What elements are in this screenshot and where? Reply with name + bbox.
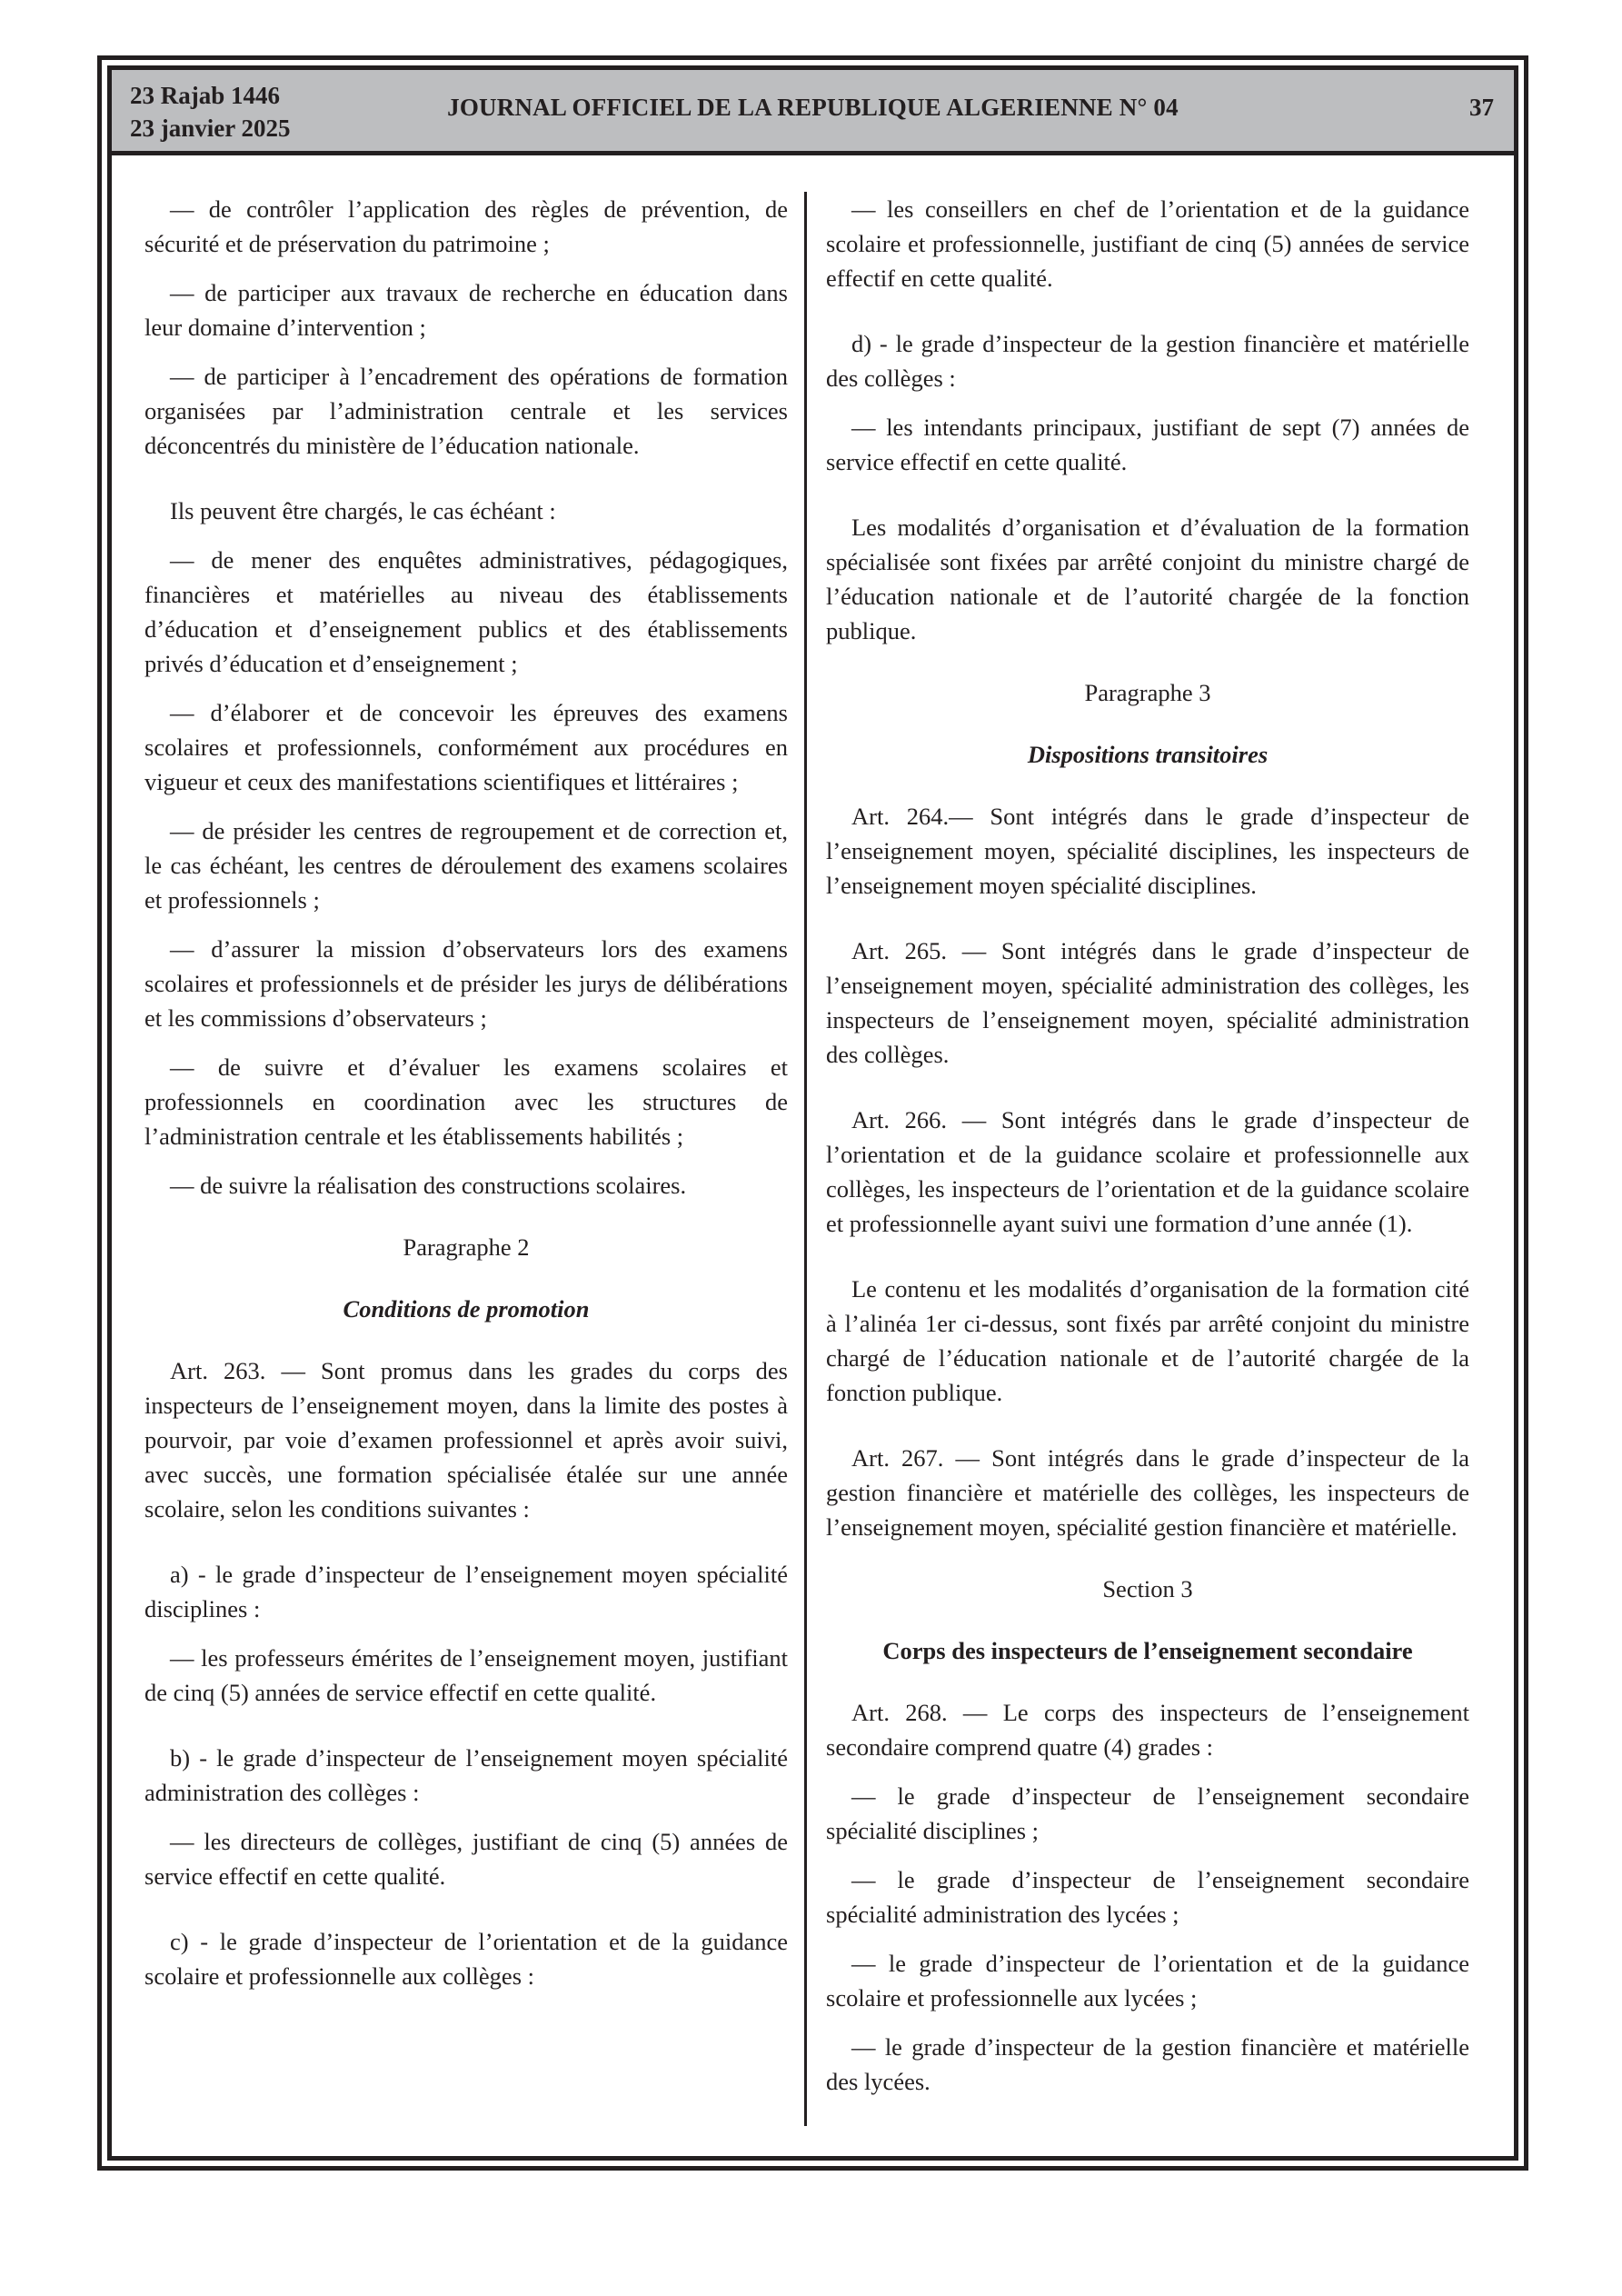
page-inner-border <box>107 65 1518 2161</box>
paragraph: — le grade d’inspecteur de la gestion financière et matérielle des lycées. <box>826 2033 1469 2095</box>
paragraph: — de présider les centres de regroupement et de correction et, le cas échéant, les centres de déroulement des examens scolaires et professionnels ; <box>144 817 788 913</box>
section-subtitle: Corps des inspecteurs de l’enseignement secondaire <box>882 1637 1413 1664</box>
paragraph: — de participer à l’encadrement des opérations de formation organisées par l’administration centrale et les services déconcentrés du ministère de l’éducation nationale. <box>144 363 788 459</box>
paragraph: — les intendants principaux, justifiant de sept (7) années de service effectif en cette qualité. <box>826 414 1469 475</box>
journal-header <box>112 70 1514 155</box>
paragraph: — les professeurs émérites de l’enseignement moyen, justifiant de cinq (5) années de service effectif en cette qualité. <box>144 1644 788 1706</box>
paragraph: Ils peuvent être chargés, le cas échéant : <box>170 497 556 524</box>
gregorian-date: 23 janvier 2025 <box>130 115 291 142</box>
paragraph: — d’élaborer et de concevoir les épreuves des examens scolaires et professionnels, conformément aux procédures en vigueur et ceux des manifestations scientifiques et littéraires ; <box>144 699 788 795</box>
paragraph: — d’assurer la mission d’observateurs lors des examens scolaires et professionnels et de présider les jurys de délibérations et les commissions d’observateurs ; <box>144 935 788 1032</box>
paragraph: d) - le grade d’inspecteur de la gestion financière et matérielle des collèges : <box>826 330 1469 392</box>
paragraph: — de participer aux travaux de recherche en éducation dans leur domaine d’intervention ; <box>144 279 788 341</box>
paragraph: — le grade d’inspecteur de l’orientation et de la guidance scolaire et professionnelle aux lycées ; <box>826 1950 1469 2011</box>
paragraph: Art. 265. — Sont intégrés dans le grade d’inspecteur de l’enseignement moyen, spécialité administration des collèges, les inspecteurs de l’enseignement moyen, spécialité administration des collèges. <box>826 937 1469 1068</box>
section-subtitle: Conditions de promotion <box>343 1295 590 1323</box>
section-heading: Paragraphe 2 <box>403 1233 530 1261</box>
paragraph: — de suivre la réalisation des constructions scolaires. <box>170 1172 687 1199</box>
paragraph: Le contenu et les modalités d’organisation de la formation cité à l’alinéa 1er ci-dessus, sont fixés par arrêté conjoint du ministre chargé de l’éducation nationale et de l’autorité chargée de la fonction publique. <box>826 1275 1469 1406</box>
paragraph: Art. 266. — Sont intégrés dans le grade d’inspecteur de l’orientation et de la guidance scolaire et professionnelle aux collèges, les inspecteurs de l’orientation et de la guidance scolaire et professionnelle ayant suivi une formation d’une année (1). <box>826 1106 1469 1237</box>
paragraph: — de contrôler l’application des règles de prévention, de sécurité et de préservation du patrimoine ; <box>144 195 788 257</box>
paragraph: b) - le grade d’inspecteur de l’enseignement moyen spécialité administration des collèges : <box>144 1744 788 1806</box>
paragraph: c) - le grade d’inspecteur de l’orientation et de la guidance scolaire et professionnelle aux collèges : <box>144 1928 788 1990</box>
page-outer-border <box>97 55 1528 2171</box>
paragraph: Art. 268. — Le corps des inspecteurs de l’enseignement secondaire comprend quatre (4) grades : <box>826 1699 1469 1761</box>
right-column <box>826 192 1469 2113</box>
paragraph: — les conseillers en chef de l’orientation et de la guidance scolaire et professionnelle, justifiant de cinq (5) années de service effectif en cette qualité. <box>826 195 1469 292</box>
section-heading: Section 3 <box>1102 1575 1193 1602</box>
journal-title: JOURNAL OFFICIEL DE LA REPUBLIQUE ALGERIENNE N° 04 <box>447 94 1179 121</box>
paragraph: Art. 263. — Sont promus dans les grades du corps des inspecteurs de l’enseignement moyen, dans la limite des postes à pourvoir, par voie d’examen professionnel et après avoir suivi, avec succès, une formation spécialisée étalée sur une année scolaire, selon les conditions suivantes : <box>144 1357 788 1522</box>
paragraph: Les modalités d’organisation et d’évaluation de la formation spécialisée sont fixées par arrêté conjoint du ministre chargé de l’éducation nationale et de l’autorité chargée de la fonction publique. <box>826 514 1469 644</box>
paragraph: — les directeurs de collèges, justifiant de cinq (5) années de service effectif en cette qualité. <box>144 1828 788 1890</box>
paragraph: — le grade d’inspecteur de l’enseignement secondaire spécialité administration des lycées ; <box>826 1866 1469 1928</box>
hijri-date: 23 Rajab 1446 <box>130 82 281 109</box>
section-heading: Paragraphe 3 <box>1084 679 1211 706</box>
body-columns <box>144 192 1481 2131</box>
paragraph: — de suivre et d’évaluer les examens scolaires et professionnels en coordination avec les structures de l’administration centrale et les établissements habilités ; <box>144 1053 788 1150</box>
paragraph: a) - le grade d’inspecteur de l’enseignement moyen spécialité disciplines : <box>144 1561 788 1622</box>
left-column <box>144 192 788 2008</box>
section-subtitle: Dispositions transitoires <box>1027 741 1269 768</box>
paragraph: Art. 267. — Sont intégrés dans le grade d’inspecteur de la gestion financière et matérielle des collèges, les inspecteurs de l’enseignement moyen, spécialité gestion financière et matérielle. <box>826 1444 1469 1541</box>
paragraph: — de mener des enquêtes administratives, pédagogiques, financières et matérielles au niveau des établissements d’éducation et d’enseignement publics et des établissements privés d’éducation et d’enseignement ; <box>144 546 788 677</box>
page-number: 37 <box>1469 94 1494 121</box>
paragraph: Art. 264.— Sont intégrés dans le grade d’inspecteur de l’enseignement moyen, spécialité disciplines, les inspecteurs de l’enseignement moyen spécialité disciplines. <box>826 803 1469 899</box>
column-divider <box>804 192 807 2126</box>
paragraph: — le grade d’inspecteur de l’enseignement secondaire spécialité disciplines ; <box>826 1782 1469 1844</box>
